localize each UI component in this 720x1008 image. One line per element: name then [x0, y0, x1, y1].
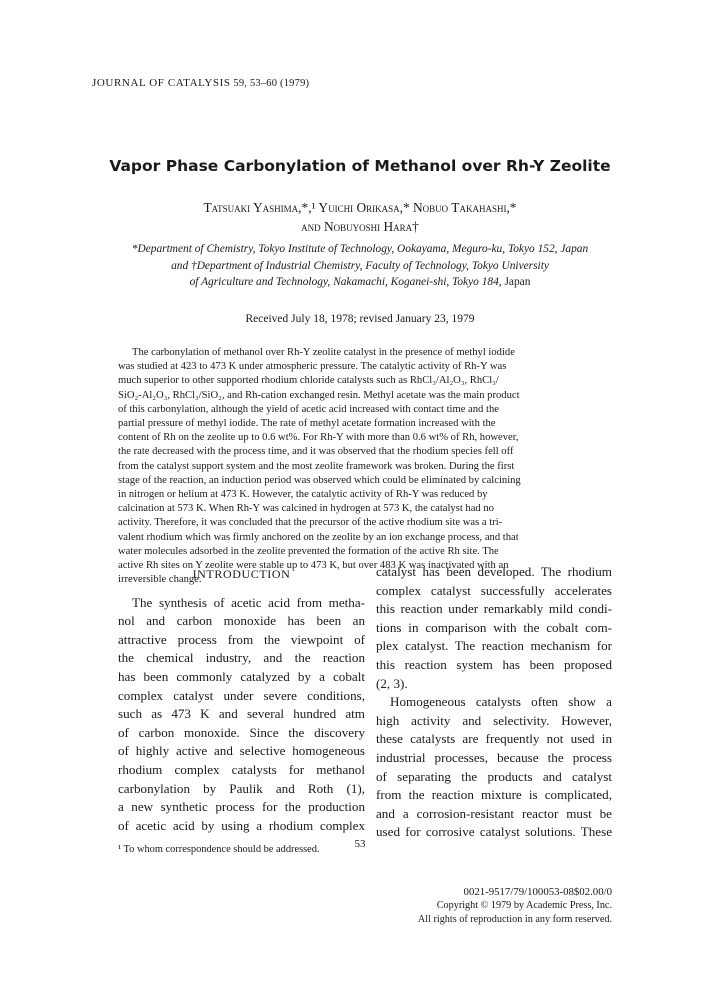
abstract-line: valent rhodium which was firmly anchored on the zeolite by an ion exchange process, and that [118, 531, 519, 543]
journal-citation: 59, 53–60 (1979) [233, 78, 310, 89]
body-line: (2, 3). [376, 675, 408, 691]
paper-title: Vapor Phase Carbonylation of Methanol over Rh-Y Zeolite [109, 157, 611, 175]
authors-line-1: Tatsuaki Yashima,*,¹ Yuichi Orikasa,* Nobuo Takahashi,* [203, 200, 517, 215]
abstract-line: content of Rh on the zeolite up to 0.6 wt%. For Rh-Y with more than 0.6 wt% of Rh, however, [118, 432, 519, 444]
abstract-line: in nitrogen or helium at 473 K. However, the catalytic activity of Rh-Y was reduced by [118, 489, 488, 501]
body-line: rhodium complex catalysts for methanol [118, 761, 365, 777]
abstract-line: the rate decreased with the process time, and it was observed that the rhodium species fell off [118, 446, 514, 458]
abstract-line: partial pressure of methyl iodide. The rate of methyl acetate formation increased with the [118, 418, 496, 430]
abstract [118, 346, 604, 587]
body-line: tions in comparison with the cobalt com- [376, 619, 612, 635]
affiliation-line-3-italic: of Agriculture and Technology, Nakamachi, Koganei-shi, Tokyo 184, [189, 276, 502, 288]
body-line: of separating the products and catalyst [376, 768, 612, 784]
body-line: complex catalyst successfully accelerates [376, 582, 612, 598]
body-line: catalyst has been developed. The rhodium [376, 564, 612, 579]
abstract-line: irreversible change. [118, 574, 202, 586]
footnote: ¹ To whom correspondence should be addressed. [118, 844, 320, 856]
abstract-line: water molecules adsorbed in the zeolite prevented the formation of the active Rh site. The [118, 545, 499, 557]
rights-line: All rights of reproduction in any form reserved. [417, 914, 612, 925]
affiliation-block [50, 241, 670, 291]
body-line: this reaction system has been proposed [376, 656, 612, 672]
body-line: high activity and selectivity. However, [376, 712, 612, 728]
body-line: these catalysts are frequently not used in [376, 731, 612, 747]
received-dates: Received July 18, 1978; revised January 23, 1979 [245, 313, 475, 325]
copyright-block [418, 885, 612, 927]
body-line: of acetic acid by using a rhodium complex [118, 817, 365, 833]
body-line: this reaction under remarkably mild condi- [376, 601, 612, 617]
section-heading-introduction: INTRODUCTION [192, 567, 291, 581]
affiliation-line-1: *Department of Chemistry, Tokyo Institute of Technology, Ookayama, Meguro-ku, Tokyo 152, Japan [131, 243, 589, 255]
right-column [376, 563, 612, 842]
body-line: has been commonly catalyzed by a cobalt [118, 668, 365, 684]
body-line: used for corrosive catalyst solutions. These [376, 824, 612, 840]
body-line: from the reaction mixture is complicated, [376, 787, 612, 803]
abstract-line: calcination at 573 K. When Rh-Y was calcined in hydrogen at 573 K, the catalyst had no [118, 503, 494, 515]
body-line: nol and carbon monoxide has been an [118, 613, 365, 629]
journal-name: JOURNAL OF CATALYSIS [92, 77, 231, 89]
abstract-line: stage of the reaction, an induction period was observed which could be eliminated by calcining [118, 474, 521, 486]
affiliation-line-3-country: Japan [501, 276, 531, 288]
body-line: the chemical industry, and the reaction [118, 650, 365, 666]
body-line: Homogeneous catalysts often show a [390, 694, 612, 710]
author-list [60, 198, 660, 236]
left-column [118, 565, 365, 860]
body-line: of carbon monoxide. Since the discovery [118, 724, 365, 740]
body-line: industrial processes, because the process [376, 749, 612, 765]
body-line: a new synthetic process for the production [118, 799, 365, 815]
abstract-line: activity. Therefore, it was concluded that the precursor of the active rhodium site was a tri- [118, 517, 503, 529]
body-line: complex catalyst under severe conditions, [118, 687, 365, 703]
journal-header [92, 77, 309, 89]
body-line: attractive process from the viewpoint of [118, 631, 365, 647]
abstract-line: The carbonylation of methanol over Rh-Y zeolite catalyst in the presence of methyl iodide [132, 347, 515, 358]
abstract-line: was studied at 423 to 473 K under atmospheric pressure. The catalytic activity of Rh-Y was [118, 361, 507, 373]
body-line: and a corrosion-resistant reactor must be [376, 805, 612, 821]
page-number: 53 [354, 838, 366, 850]
body-line: plex catalyst. The reaction mechanism for [376, 638, 612, 654]
body-line: carbonylation by Paulik and Roth (1), [118, 780, 365, 796]
body-line: The synthesis of acetic acid from metha- [132, 594, 365, 610]
abstract-line: active Rh sites on Y zeolite were stable up to 473 K, but over 483 K was inactivated with an [118, 560, 509, 572]
authors-line-2: and Nobuyoshi Hara† [301, 219, 419, 234]
body-line: such as 473 K and several hundred atm [118, 706, 365, 722]
doi-code: 0021-9517/79/100053-08$02.00/0 [463, 886, 612, 898]
affiliation-line-3 [50, 274, 670, 291]
copyright-line: Copyright © 1979 by Academic Press, Inc. [436, 900, 612, 911]
abstract-line: much superior to other supported rhodium chloride catalysts such as RhCl₃/Al₂O₃, RhCl₃/ [118, 375, 499, 387]
body-line: of highly active and selective homogeneous [118, 743, 365, 759]
abstract-line: SiO₂-Al₂O₃, RhCl₃/SiO₂, and Rh-cation exchanged resin. Methyl acetate was the main product [118, 389, 520, 401]
abstract-line: of this carbonylation, although the yield of acetic acid increased with contact time and the [118, 403, 499, 415]
abstract-line: from the catalyst support system and the most zeolite framework was broken. During the first [118, 460, 515, 472]
affiliation-line-2: and †Department of Industrial Chemistry, Faculty of Technology, Tokyo University [171, 259, 549, 272]
